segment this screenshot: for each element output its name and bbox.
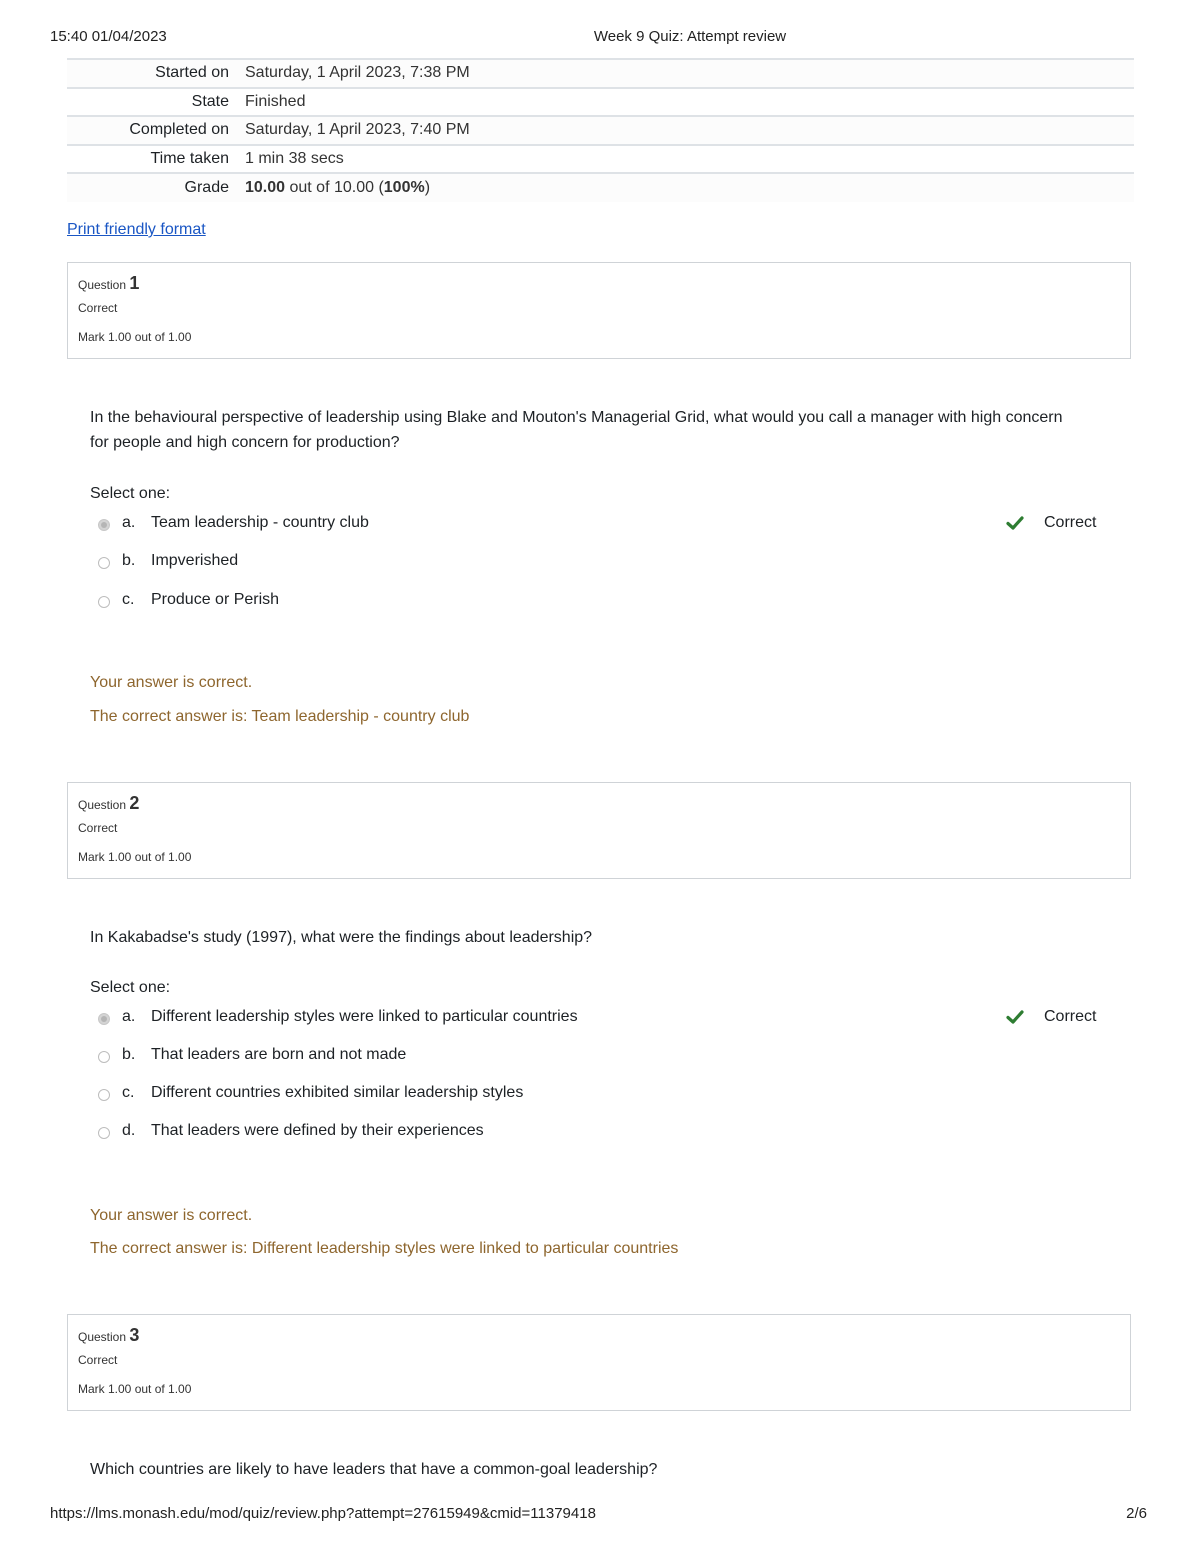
print-url: https://lms.monash.edu/mod/quiz/review.php?attempt=27615949&cmid=11379418 — [50, 1505, 596, 1522]
grade-percent: 100% — [383, 178, 425, 196]
answer-text: That leaders are born and not made — [151, 1046, 407, 1063]
answer-letter: c. — [122, 1084, 135, 1101]
question-info-box — [67, 1314, 1131, 1411]
answer-option[interactable] — [98, 552, 1108, 578]
select-one-prompt: Select one: — [90, 979, 171, 996]
question-mark: Mark 1.00 out of 1.00 — [78, 1382, 192, 1396]
answer-text: Produce or Perish — [151, 591, 280, 608]
answer-option[interactable] — [98, 514, 1108, 540]
answer-text: Different countries exhibited similar leadership styles — [151, 1084, 524, 1101]
question-text: In Kakabadse's study (1997), what were the findings about leadership? — [90, 929, 593, 946]
answer-letter: b. — [122, 1046, 136, 1063]
check-icon — [1006, 1008, 1024, 1026]
question-state: Correct — [78, 301, 118, 315]
answer-feedback-label: Correct — [1044, 514, 1097, 531]
answer-option[interactable] — [98, 1122, 1108, 1148]
check-icon — [1006, 514, 1024, 532]
print-datetime: 15:40 01/04/2023 — [50, 28, 167, 45]
question-state: Correct — [78, 821, 118, 835]
question-mark: Mark 1.00 out of 1.00 — [78, 330, 192, 344]
question-state: Correct — [78, 1353, 118, 1367]
answer-letter: a. — [122, 514, 136, 531]
summary-value: Saturday, 1 April 2023, 7:38 PM — [245, 59, 1134, 88]
summary-row-started — [67, 59, 1134, 88]
answer-letter: d. — [122, 1122, 136, 1139]
answer-option[interactable] — [98, 1046, 1108, 1072]
answer-letter: c. — [122, 591, 135, 608]
answer-text: That leaders were defined by their experiences — [151, 1122, 484, 1139]
attempt-summary-table — [67, 58, 1134, 202]
feedback-right-answer: The correct answer is: Different leadership styles were linked to particular countries — [90, 1240, 679, 1257]
summary-label: State — [67, 88, 245, 117]
summary-row-completed — [67, 116, 1134, 145]
summary-row-grade — [67, 173, 1134, 202]
print-header — [0, 28, 1200, 50]
question-label: Question — [78, 278, 127, 292]
question-text: Which countries are likely to have leaders that have a common-goal leadership? — [90, 1461, 658, 1478]
radio-button[interactable] — [98, 519, 110, 531]
radio-button[interactable] — [98, 1051, 110, 1063]
radio-button[interactable] — [98, 557, 110, 569]
answer-text: Impverished — [151, 552, 239, 569]
radio-button[interactable] — [98, 1013, 110, 1025]
print-page-title: Week 9 Quiz: Attempt review — [593, 28, 787, 45]
grade-out-of: out of 10.00 ( — [285, 178, 384, 196]
question-number: 2 — [129, 793, 140, 813]
summary-row-state — [67, 88, 1134, 117]
print-friendly-link[interactable]: Print friendly format — [67, 221, 206, 238]
question-number: 3 — [129, 1325, 140, 1345]
summary-value: Finished — [245, 88, 1134, 117]
question-label: Question — [78, 798, 127, 812]
feedback-general: Your answer is correct. — [90, 1207, 253, 1224]
answer-option[interactable] — [98, 1008, 1108, 1034]
grade-score: 10.00 — [245, 178, 286, 196]
summary-label: Grade — [67, 173, 245, 202]
answer-feedback-label: Correct — [1044, 1008, 1097, 1025]
grade-close: ) — [424, 178, 431, 196]
answer-text: Team leadership - country club — [151, 514, 369, 531]
question-info-box — [67, 262, 1131, 359]
select-one-prompt: Select one: — [90, 485, 171, 502]
summary-value — [245, 173, 1134, 202]
answer-letter: a. — [122, 1008, 136, 1025]
answer-option[interactable] — [98, 591, 1108, 617]
radio-button[interactable] — [98, 1127, 110, 1139]
summary-label: Started on — [67, 59, 245, 88]
radio-button[interactable] — [98, 1089, 110, 1101]
answer-option[interactable] — [98, 1084, 1108, 1110]
question-text: In the behavioural perspective of leadership using Blake and Mouton's Managerial Grid, what would you call a manager with high concern for people and high concern for production? — [90, 409, 1063, 451]
summary-label: Completed on — [67, 116, 245, 145]
summary-row-time-taken — [67, 145, 1134, 174]
print-page-number: 2/6 — [1126, 1505, 1147, 1522]
summary-label: Time taken — [67, 145, 245, 174]
print-footer — [0, 1505, 1200, 1527]
feedback-right-answer: The correct answer is: Team leadership - country club — [90, 708, 470, 725]
feedback-general: Your answer is correct. — [90, 674, 253, 691]
question-info-box — [67, 782, 1131, 879]
answer-text: Different leadership styles were linked to particular countries — [151, 1008, 578, 1025]
radio-button[interactable] — [98, 596, 110, 608]
question-label: Question — [78, 1330, 127, 1344]
question-number: 1 — [129, 273, 140, 293]
summary-value: Saturday, 1 April 2023, 7:40 PM — [245, 116, 1134, 145]
question-mark: Mark 1.00 out of 1.00 — [78, 850, 192, 864]
summary-value: 1 min 38 secs — [245, 145, 1134, 174]
answer-letter: b. — [122, 552, 136, 569]
